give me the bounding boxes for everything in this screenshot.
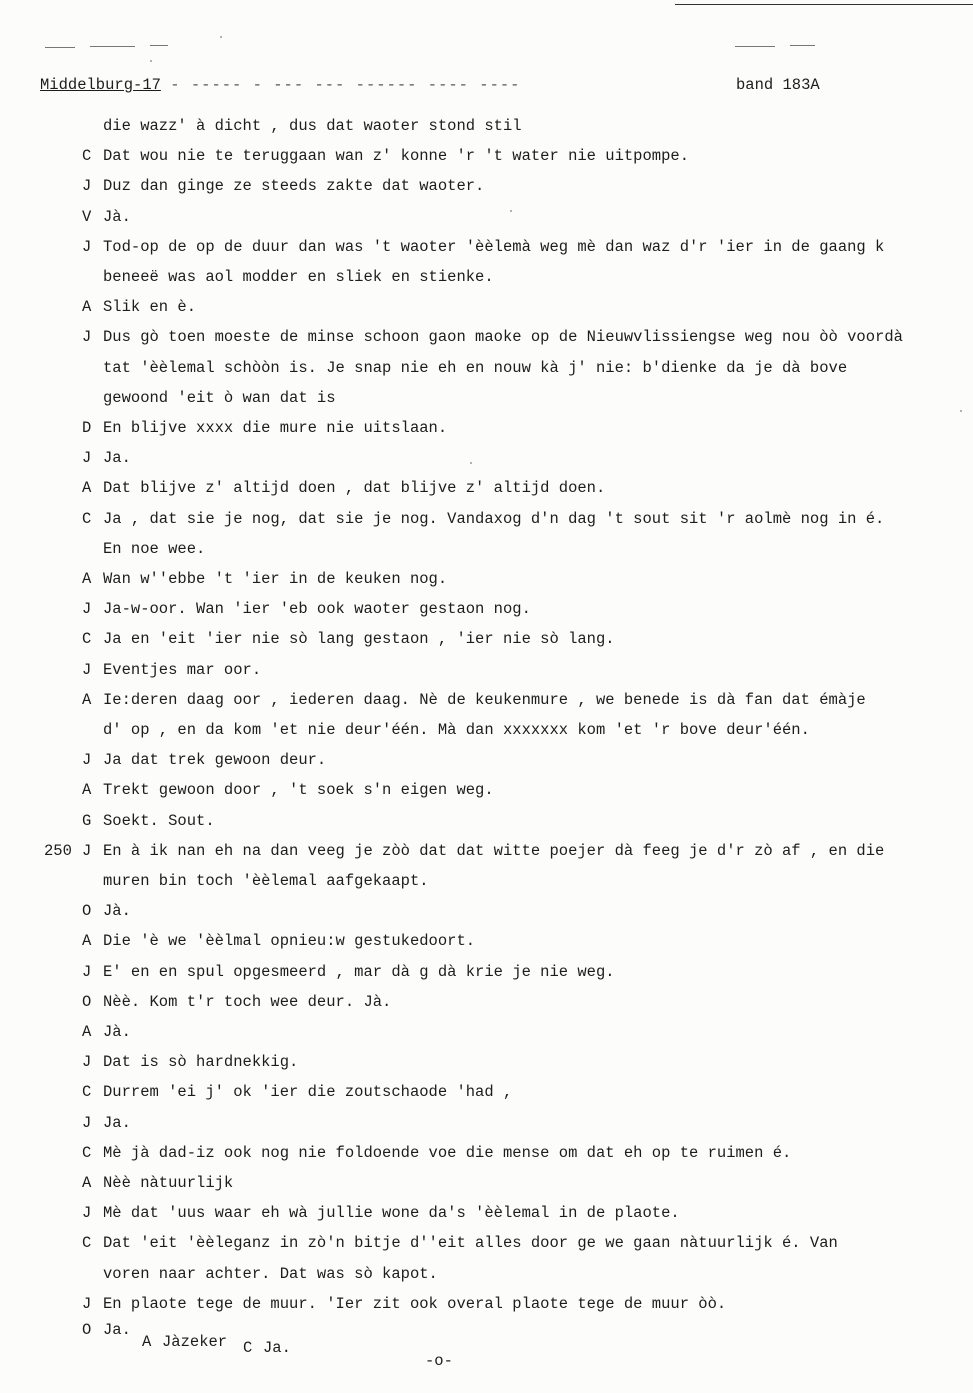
speaker-label: A bbox=[82, 298, 92, 316]
speaker-label: D bbox=[82, 419, 92, 437]
speaker-label: C bbox=[82, 1234, 92, 1252]
utterance-text: Ja dat trek gewoon deur. bbox=[103, 751, 327, 769]
speaker-label: A bbox=[82, 1174, 92, 1192]
speaker-label: A bbox=[82, 691, 92, 709]
utterance-text: Nèè nàtuurlijk bbox=[103, 1174, 234, 1192]
header-band: band 183A bbox=[736, 76, 820, 94]
speaker-label: J bbox=[82, 328, 92, 346]
header-left bbox=[40, 76, 521, 94]
utterance-text: Trekt gewoon door , 't soek s'n eigen weg. bbox=[103, 781, 494, 799]
utterance-text: beneeë was aol modder en sliek en stienke. bbox=[103, 268, 494, 286]
speaker-label: C bbox=[82, 1144, 92, 1162]
speaker-label: J bbox=[82, 177, 92, 195]
utterance-text: d' op , en da kom 'et nie deur'één. Mà dan xxxxxxx kom 'et 'r bove deur'één. bbox=[103, 721, 810, 739]
utterance-text: muren bin toch 'èèlemal aafgekaapt. bbox=[103, 872, 429, 890]
utterance-text: En noe wee. bbox=[103, 540, 206, 558]
utterance-text: Jà. bbox=[103, 902, 131, 920]
speaker-label: C bbox=[82, 147, 92, 165]
speaker-label: A bbox=[82, 932, 92, 950]
speaker-label: C bbox=[82, 630, 92, 648]
utterance-text: En plaote tege de muur. 'Ier zit ook overal plaote tege de muur òò. bbox=[103, 1295, 727, 1313]
utterance-text: Dat is sò hardnekkig. bbox=[103, 1053, 299, 1071]
page-footer-mark: -o- bbox=[425, 1352, 453, 1370]
utterance-text: Dat 'eit 'èèleganz in zò'n bitje d''eit alles door ge we gaan nàtuurlijk é. Van bbox=[103, 1234, 838, 1252]
speaker-label: J bbox=[82, 963, 92, 981]
speaker-label: J bbox=[82, 449, 92, 467]
utterance-text: En blijve xxxx die mure nie uitslaan. bbox=[103, 419, 448, 437]
header-place: Middelburg-17 bbox=[40, 76, 161, 94]
speaker-label: J bbox=[82, 842, 92, 860]
speck-dot bbox=[150, 60, 152, 62]
speaker-label: J bbox=[82, 661, 92, 679]
speaker-label: C bbox=[82, 510, 92, 528]
utterance-text: Ja. bbox=[103, 1321, 131, 1339]
speaker-label: J bbox=[82, 751, 92, 769]
utterance-text: tat 'èèlemal schòòn is. Je snap nie eh en nouw kà j' nie: b'dienke da je dà bove bbox=[103, 359, 848, 377]
utterance-text: Wan w''ebbe 't 'ier in de keuken nog. bbox=[103, 570, 448, 588]
utterance-text: Ja en 'eit 'ier nie sò lang gestaon , 'ier nie sò lang. bbox=[103, 630, 615, 648]
speaker-label: V bbox=[82, 208, 92, 226]
speaker-label: G bbox=[82, 812, 92, 830]
speaker-label: O bbox=[82, 1321, 92, 1339]
utterance-text: Jà. bbox=[103, 208, 131, 226]
header-filler: - ----- - --- --- ------ ---- ---- bbox=[170, 76, 521, 94]
utterance-text: Durrem 'ei j' ok 'ier die zoutschaode 'had , bbox=[103, 1083, 513, 1101]
utterance-text: Ja. bbox=[263, 1339, 291, 1357]
utterance-text: Jà. bbox=[103, 1023, 131, 1041]
speck-dot bbox=[470, 462, 472, 464]
speaker-label: O bbox=[82, 993, 92, 1011]
line-number: 250 bbox=[44, 842, 72, 860]
speaker-label: A bbox=[82, 479, 92, 497]
utterance-text: Mè jà dad-iz ook nog nie foldoende voe die mense om dat eh op te ruimen é. bbox=[103, 1144, 792, 1162]
speaker-label: A bbox=[82, 570, 92, 588]
smudge-mark bbox=[150, 45, 168, 46]
smudge-mark bbox=[45, 47, 75, 48]
utterance-text: Nèè. Kom t'r toch wee deur. Jà. bbox=[103, 993, 392, 1011]
utterance-text: Ja , dat sie je nog, dat sie je nog. Vandaxog d'n dag 't sout sit 'r aolmè nog in é. bbox=[103, 510, 885, 528]
speaker-label: O bbox=[82, 902, 92, 920]
utterance-text: Ja-w-oor. Wan 'ier 'eb ook waoter gestaon nog. bbox=[103, 600, 531, 618]
top-rule bbox=[675, 4, 973, 5]
utterance-text: Soekt. Sout. bbox=[103, 812, 215, 830]
speaker-label: C bbox=[82, 1083, 92, 1101]
smudge-mark bbox=[90, 46, 135, 47]
speaker-label: J bbox=[82, 1114, 92, 1132]
utterance-text: Ja. bbox=[103, 449, 131, 467]
speaker-label: J bbox=[82, 1295, 92, 1313]
utterance-text: Slik en è. bbox=[103, 298, 197, 316]
speaker-label: J bbox=[82, 1053, 92, 1071]
utterance-text: Die 'è we 'èèlmal opnieu:w gestukedoort. bbox=[103, 932, 476, 950]
utterance-text: die wazz' à dicht , dus dat waoter stond stil bbox=[103, 117, 522, 135]
utterance-text: Jàzeker bbox=[162, 1333, 228, 1351]
utterance-text: E' en en spul opgesmeerd , mar dà g dà krie je nie weg. bbox=[103, 963, 615, 981]
utterance-text: Dat blijve z' altijd doen , dat blijve z' altijd doen. bbox=[103, 479, 606, 497]
utterance-text: Mè dat 'uus waar eh wà jullie wone da's 'èèlemal in de plaote. bbox=[103, 1204, 680, 1222]
speck-dot bbox=[960, 410, 962, 412]
speck-dot bbox=[220, 36, 222, 38]
speaker-label: A bbox=[82, 1023, 92, 1041]
utterance-text: Dus gò toen moeste de minse schoon gaon maoke op de Nieuwvlissiengse weg nou òò voordà bbox=[103, 328, 903, 346]
speck-dot bbox=[510, 210, 512, 212]
utterance-text: voren naar achter. Dat was sò kapot. bbox=[103, 1265, 438, 1283]
utterance-text: Duz dan ginge ze steeds zakte dat waoter. bbox=[103, 177, 485, 195]
utterance-text: Eventjes mar oor. bbox=[103, 661, 262, 679]
utterance-text: Dat wou nie te teruggaan wan z' konne 'r 't water nie uitpompe. bbox=[103, 147, 689, 165]
speaker-label: C bbox=[243, 1339, 253, 1357]
speaker-label: A bbox=[142, 1333, 152, 1351]
utterance-text: En à ik nan eh na dan veeg je zòò dat dat witte poejer dà feeg je d'r zò af , en die bbox=[103, 842, 885, 860]
utterance-text: Tod-op de op de duur dan was 't waoter 'èèlemà weg mè dan waz d'r 'ier in de gaang k bbox=[103, 238, 885, 256]
utterance-text: Ie:deren daag oor , iederen daag. Nè de keukenmure , we benede is dà fan dat émàje bbox=[103, 691, 866, 709]
smudge-mark bbox=[790, 45, 815, 46]
speaker-label: J bbox=[82, 1204, 92, 1222]
speaker-label: A bbox=[82, 781, 92, 799]
speaker-label: J bbox=[82, 238, 92, 256]
speaker-label: J bbox=[82, 600, 92, 618]
utterance-text: gewoond 'eit ò wan dat is bbox=[103, 389, 336, 407]
smudge-mark bbox=[735, 46, 775, 47]
utterance-text: Ja. bbox=[103, 1114, 131, 1132]
